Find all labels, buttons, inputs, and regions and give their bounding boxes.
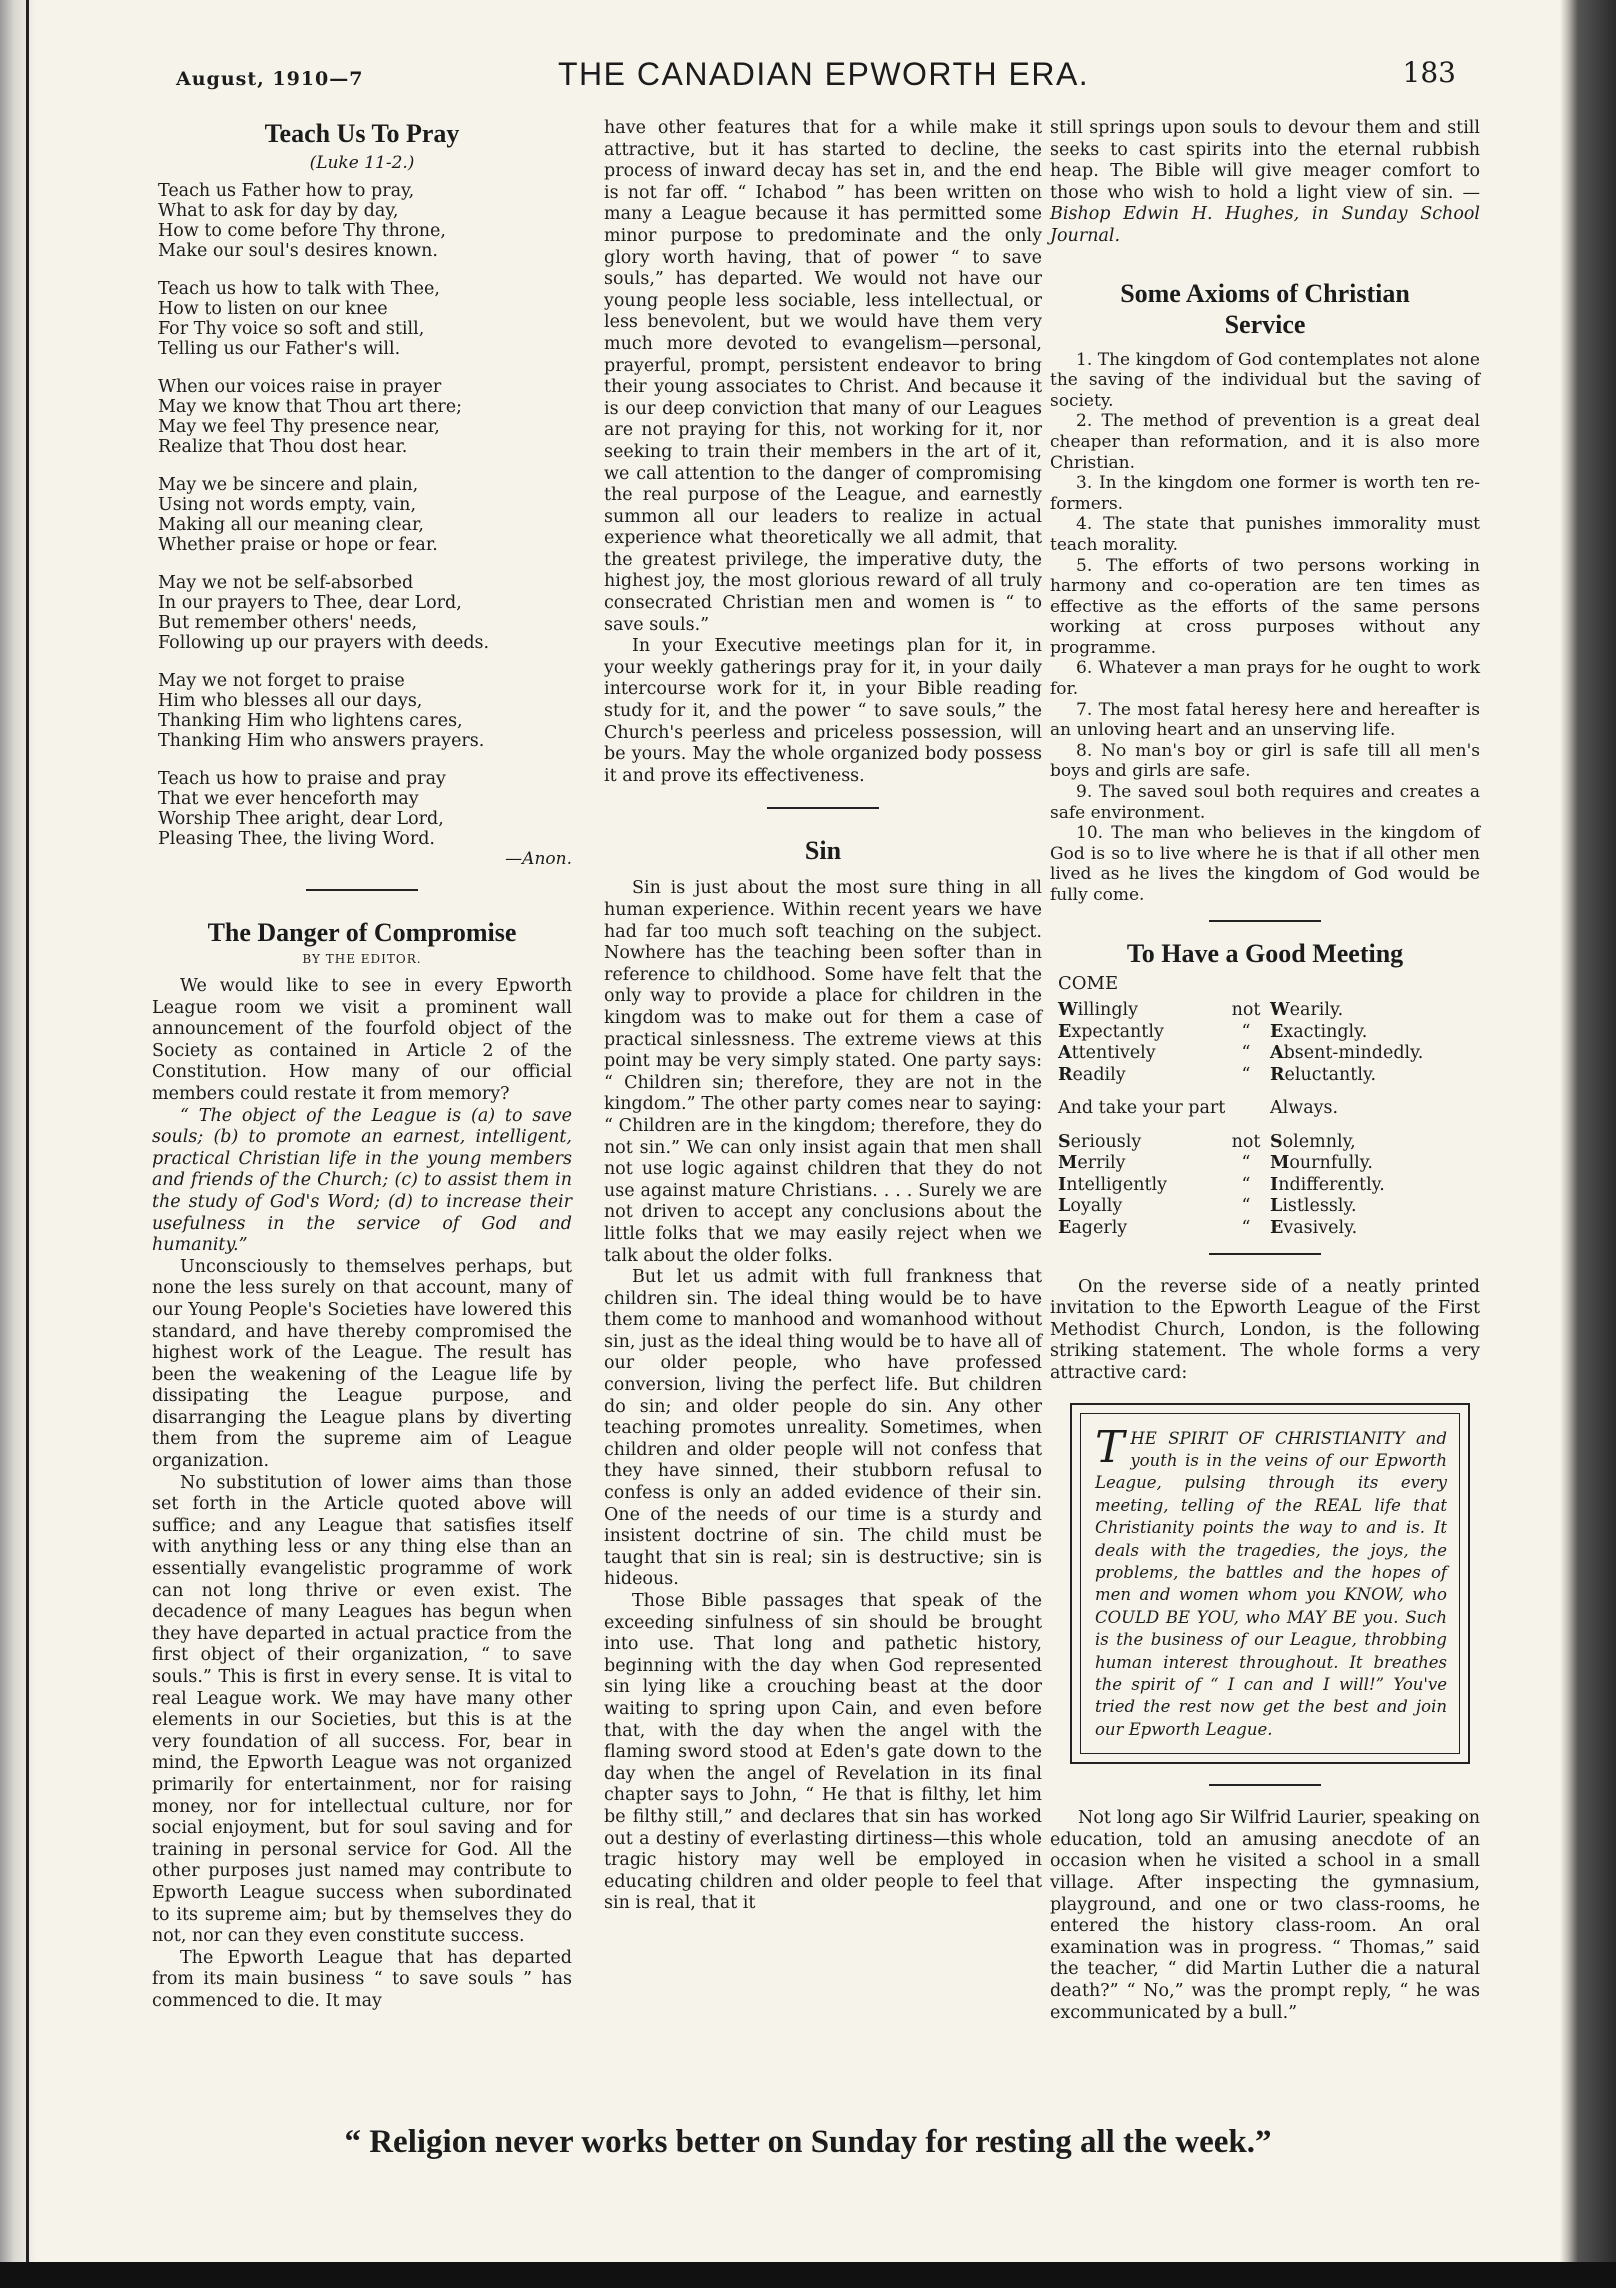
- publication-title: THE CANADIAN EPWORTH ERA.: [558, 56, 1090, 92]
- paragraph: The Epworth League that has departed from its main business “ to save souls ” has commenced to die. It may: [152, 1947, 572, 2011]
- paragraph: On the reverse side of a neatly printed invitation to the Epworth League of the First Methodist Church, London, is the following striking statement. The whole forms a very attractive card:: [1050, 1276, 1480, 1383]
- section-divider: [306, 889, 418, 891]
- section-divider: [767, 807, 879, 809]
- meeting-row: Expectantly “ Exactingly.: [1058, 1021, 1368, 1042]
- paragraph: Unconsciously to themselves perhaps, but none the less surely on that account, many of our Young People's Societies have lowered this standard, and have thereby compromised the highest work of the League. The result has been the weakening of the League life by dissipating the League purpose, and disarranging the League plans by diverting them from the supreme aim of League organization.: [152, 1256, 572, 1472]
- axiom-item: 9. The saved soul both requires and creates a safe environment.: [1050, 782, 1480, 823]
- paragraph: But let us admit with full frankness that children sin. The ideal thing would be to have them come to manhood and womanhood without sin, just as the ideal thing would be to have all of our older people, who have professed conversion, living the perfect life. But children do sin; and older people do sin. Any other teaching promotes unreality. Sometimes, when children and older people will not confess that they have sinned, their stubborn refusal to confess is only an added evidence of their sin. One of the needs of our time is a sturdy and insistent doctrine of sin. The child must be taught that sin is real; sin is destructive; sin is hideous.: [604, 1267, 1042, 1590]
- poem-stanza: Teach us how to talk with Thee, How to listen on our knee For Thy voice so soft and still, Telling us our Father's will.: [158, 279, 440, 359]
- meeting-row: Merrily “ Mournfully.: [1058, 1153, 1373, 1174]
- card-intro: [1050, 1277, 1480, 1385]
- article-danger-of-compromise: [152, 917, 572, 2013]
- axiom-item: 3. In the kingdom one former is worth ten re-formers.: [1050, 473, 1480, 514]
- paragraph: have other features that for a while make it attractive, but it has started to decline, the process of inward decay has set in, and the end is not far off. “ Ichabod ” has been written on many a League because it has permitted some minor purpose to predominate and the only glory worth having, that of power “ to save souls,” has departed. We would not have our young people less sociable, less intellectual, or less benevolent, but we would have them very much more devoted to evangelism—personal, prayerful, prompt, persistent endeavor to bring their young associates to Christ. And because it is our deep conviction that many of our Leagues are not praying for this, not working for it, nor seeking to train their members in the art of it, we call attention to the danger of compromising the real purpose of the League, and earnestly summon all our leaders to realize in actual experience what theoretically we all admit, that the greatest privilege, the imperative duty, the highest joy, the most glorious reward of all truly consecrated Christian men and women is “ to save souls.”: [604, 118, 1042, 635]
- axiom-item: 2. The method of prevention is a great deal cheaper than reformation, and it is also more Christian.: [1050, 411, 1480, 473]
- meeting-row: Intelligently “ Indifferently.: [1058, 1174, 1385, 1195]
- axiom-item: 4. The state that punishes immorality must teach morality.: [1050, 514, 1480, 555]
- poem-title: Teach Us To Pray: [264, 119, 460, 148]
- axiom-item: 10. The man who believes in the kingdom of God is so to live where he is that if all other men lived as he lives the kingdom of God would be fully come.: [1050, 823, 1480, 905]
- paragraph: Sin is just about the most sure thing in all human experience. Within recent years we have had far too much soft teaching on the subject. Nowhere has the teaching been softer than in reference to childhood. Some have felt that the only way to provide a place for children in the kingdom was to make out for them a case of practical sinlessness. The extreme views at this point may be very simply stated. One party says: “ Children sin; therefore, they are not in the kingdom.” The other party comes near to saying: “ Children are in the kingdom; therefore, they do not sin.” We can only insist again that men shall not use logic against children that they do not use against mature Christians. . . . Surely we are not driven to accept any conclusions about the little folks that we may easily reject when we talk about the older folks.: [604, 878, 1042, 1266]
- paragraph: still springs upon souls to devour them and still seeks to cast spirits into the eternal rubbish heap. The Bible will give meager comfort to those who wish to hold a light view of sin. —Bishop Edwin H. Hughes, in Sunday School Journal.: [1050, 118, 1480, 246]
- article-title: Some Axioms of Christian Service: [1120, 278, 1410, 339]
- meeting-row: Readily “ Reluctantly.: [1058, 1064, 1377, 1085]
- poem-body: [152, 181, 572, 869]
- article-continuation: [604, 118, 1042, 787]
- poem-attribution: —Anon.: [505, 849, 572, 869]
- poem-stanza: When our voices raise in prayer May we know that Thou art there; May we feel Thy presence near, Realize that Thou dost hear.: [158, 377, 462, 457]
- meeting-row: Loyally “ Listlessly.: [1058, 1196, 1357, 1217]
- poem-stanza: May we not be self-absorbed In our prayers to Thee, dear Lord, But remember others' needs, Following up our prayers with deeds.: [158, 573, 490, 653]
- meeting-take-part-row: And take your part Always.: [1058, 1098, 1339, 1119]
- footer-quote: “ Religion never works better on Sunday for resting all the week.”: [344, 2124, 1272, 2160]
- page-edge-line: [26, 0, 29, 2288]
- page-number: 183: [1402, 56, 1456, 89]
- article-title: To Have a Good Meeting: [1126, 938, 1404, 968]
- article-body: [152, 976, 572, 2013]
- section-divider: [1209, 920, 1321, 922]
- meeting-come-label: COME: [1058, 972, 1119, 994]
- paragraph: No substitution of lower aims than those set forth in the Article quoted above will suffice; and any League that satisfies itself with anything less or any thing else than an essentially evangelistic programme of work can not long thrive or even exist. The decadence of many Leagues has begun when they have departed in actual practice from the first object of their organization, “ to save souls.” This is first in every sense. It is vital to real League work. We may have many other elements in our Societies, but this is at the very foundation of all success. For, bear in mind, the Epworth League was not organized primarily for entertainment, nor for raising money, nor for intellectual culture, nor for social enjoyment, but for soul saving and for training in personal service for God. All the other purposes just named may contribute to Epworth League success when subordinated to its supreme aim; but by themselves they do not, nor can they even constitute success.: [152, 1472, 572, 1947]
- paragraph: We would like to see in every Epworth League room we visit a prominent wall announcement of the fourfold object of the Society as contained in Article 2 of the Constitution. How many of our official members could restate it from memory?: [152, 976, 572, 1104]
- axioms-list: [1050, 350, 1480, 906]
- epworth-card-box: [1070, 1403, 1470, 1765]
- section-divider: [1209, 1784, 1321, 1786]
- axiom-item: 8. No man's boy or girl is safe till all men's boys and girls are safe.: [1050, 740, 1480, 782]
- paragraph: Not long ago Sir Wilfrid Laurier, speaking on education, told an amusing anecdote of an occasion when he visited a school in a small village. After inspecting the gymnasium, playground, and one or two class-rooms, he entered the history class-room. An oral examination was in progress. “ Thomas,” said the teacher, “ did Martin Luther die a natural death?” “ No,” was the prompt reply, “ he was excommunicated by a bull.”: [1050, 1808, 1480, 2023]
- paragraph: In your Executive meetings plan for it, in your weekly gatherings pray for it, in your daily intercourse work for it, in your Bible reading study for it, and the power “ to save souls,” the Church's peerless and priceless possession, will be yours. May the whole organized body possess it and prove its effectiveness.: [604, 636, 1042, 786]
- article-sin: [604, 835, 1042, 1915]
- epworth-card-text: THE SPIRIT OF CHRISTIANITY and youth is in the veins of our Epworth League, pulsing through its every meeting, telling of the REAL life that Christianity points the way to and is. It deals with the tragedies, the joys, the problems, the battles and the hopes of men and women whom you KNOW, who COULD BE YOU, who MAY BE you. Such is the business of our League, throbbing human interest throughout. It breathes the spirit of “ I can and I will!” You've tried the rest now get the best and join our Epworth League.: [1080, 1413, 1460, 1755]
- meeting-row: Seriously not Solemnly,: [1058, 1131, 1356, 1152]
- sin-continuation: [1050, 118, 1480, 248]
- section-divider: [1209, 1253, 1321, 1255]
- meeting-row: Attentively “ Absent-mindedly.: [1058, 1043, 1424, 1064]
- article-title: Sin: [804, 836, 842, 866]
- article-good-meeting: [1050, 938, 1480, 1239]
- poem-stanza: May we be sincere and plain, Using not words empty, vain, Making all our meaning clear, Whether praise or hope or fear.: [158, 475, 438, 555]
- paragraph: Those Bible passages that speak of the exceeding sinfulness of sin should be brought into use. That long and pathetic history, beginning with the day when God represented sin lying like a crouching beast at the door waiting to spring upon Cain, and even before that, with the day when the angel with the flaming sword stood at Eden's gate down to the day when the angel of Revelation in its final chapter says to John, “ He that is filthy, let him be filthy still,” and declares that sin has worked out a destiny of everlasting dirtiness—this whole tragic history may well be employed in educating children and older people to feel that sin is real, that it: [604, 1591, 1042, 1914]
- column-right: [1050, 118, 1480, 2024]
- sin-attribution: —Bishop Edwin H. Hughes, in Sunday School Journal.: [1050, 182, 1480, 246]
- axiom-item: 7. The most fatal heresy here and hereafter is an unloving heart and an unserving life.: [1050, 699, 1480, 741]
- poem-stanza: Teach us how to praise and pray That we ever henceforth may Worship Thee aright, dear Lord, Pleasing Thee, the living Word.: [158, 769, 446, 849]
- page-gutter-shadow: [0, 0, 36, 2288]
- scan-bottom-edge: [0, 2262, 1616, 2288]
- constitution-quote: “ The object of the League is (a) to save souls; (b) to promote an earnest, intelligent, practical Christian life in the young members and friends of the Church; (c) to assist them in the study of God's Word; (d) to increase their usefulness in the service of God and humanity.”: [152, 1105, 572, 1256]
- book-binding-edge: [1560, 0, 1616, 2288]
- laurier-anecdote: [1050, 1808, 1480, 2024]
- meeting-table: [1058, 1000, 1480, 1239]
- poem-reference: (Luke 11-2.): [309, 153, 415, 173]
- issue-date: August, 1910—7: [176, 68, 364, 90]
- meeting-row: Eagerly “ Evasively.: [1058, 1217, 1358, 1238]
- column-left: [152, 118, 572, 2013]
- article-axioms: [1050, 278, 1480, 906]
- meeting-row: Willingly not Wearily.: [1058, 1000, 1344, 1021]
- axiom-item: 1. The kingdom of God contemplates not alone the saving of the individual but the saving of society.: [1050, 349, 1480, 411]
- article-byline: BY THE EDITOR.: [302, 952, 422, 966]
- column-middle: [604, 118, 1042, 1915]
- axiom-item: 6. Whatever a man prays for he ought to work for.: [1050, 658, 1480, 700]
- poem-stanza: Teach us Father how to pray, What to ask for day by day, How to come before Thy throne, Make our soul's desires known.: [158, 181, 446, 261]
- drop-cap: T: [1095, 1421, 1125, 1473]
- running-header: [176, 52, 1476, 102]
- poem-stanza: May we not forget to praise Him who blesses all our days, Thanking Him who lightens cares, Thanking Him who answers prayers.: [158, 671, 485, 751]
- poem-teach-us-to-pray: [152, 118, 572, 869]
- article-body: [604, 878, 1042, 1915]
- axiom-item: 5. The efforts of two persons working in harmony and co-operation are ten times as effective as the efforts of the same persons working at cross purposes without any programme.: [1050, 555, 1480, 658]
- article-title: The Danger of Compromise: [207, 918, 517, 947]
